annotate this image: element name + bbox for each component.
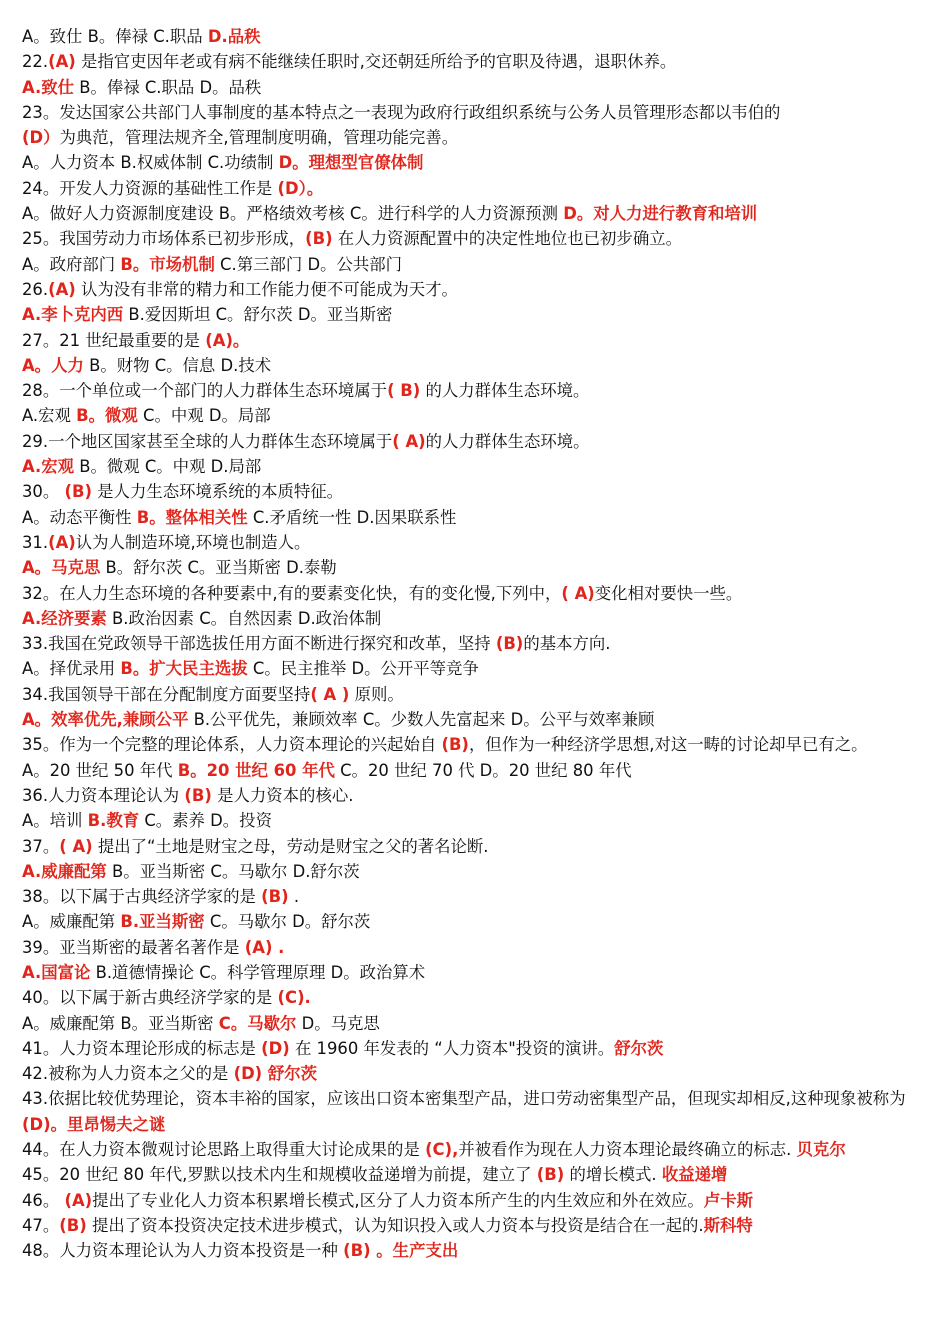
text-line <box>22 935 932 960</box>
line-text: 31. <box>22 532 49 552</box>
line-text: C。中观 D。局部 <box>137 406 271 426</box>
answer-highlight: D。理想型官僚体制 <box>278 153 424 173</box>
text-line <box>22 328 932 353</box>
answer-highlight: A.威廉配第 <box>22 861 107 881</box>
answer-highlight: D。对人力进行教育和培训 <box>563 204 758 224</box>
answer-highlight: 卢卡斯 <box>703 1190 753 1210</box>
answer-highlight: (A) <box>64 1190 93 1210</box>
text-line <box>22 732 932 757</box>
text-line <box>22 909 932 934</box>
text-line <box>22 707 932 732</box>
answer-highlight: ( A) <box>59 836 93 856</box>
answer-highlight: (D） <box>22 128 60 148</box>
text-line <box>22 581 932 606</box>
line-text: 在人力资源配置中的决定性地位也已初步确立。 <box>332 229 683 249</box>
text-line <box>22 505 932 530</box>
line-text: 在 1960 年发表的 “人力资本"投资的演讲。 <box>289 1038 615 1058</box>
text-line <box>22 429 932 454</box>
line-text: 47。 <box>22 1215 60 1235</box>
text-line <box>22 176 932 201</box>
line-text: 是人力生态环境系统的本质特征。 <box>91 482 344 502</box>
line-text: C.第三部门 D。公共部门 <box>214 254 403 274</box>
line-text: 25。我国劳动力市场体系已初步形成， <box>22 229 306 249</box>
answer-highlight: B。20 世纪 60 年代 <box>177 760 335 780</box>
line-text: ，但作为一种经济学思想,对这一畴的讨论却早已有之。 <box>468 735 868 755</box>
text-line <box>22 378 932 403</box>
text-line <box>22 49 932 74</box>
line-text: 23。发达国家公共部门人事制度的基本特点之一表现为政府行政组织系统与公务人员管理形态都以韦伯的 <box>22 102 781 122</box>
answer-highlight: A。人力 <box>22 355 84 375</box>
answer-highlight: (D)。里昂惕夫之谜 <box>22 1114 166 1134</box>
text-line <box>22 454 932 479</box>
line-text: 提出了专业化人力资本积累增长模式,区分了人力资本所产生的内生效应和外在效应。 <box>92 1190 704 1210</box>
line-text: 28。一个单位或一个部门的人力群体生态环境属于 <box>22 381 388 401</box>
text-line <box>22 1011 932 1036</box>
line-text: D。马克思 <box>296 1013 380 1033</box>
answer-highlight: A.李卜克内西 <box>22 305 124 325</box>
line-text: A。致仕 B。俸禄 C.职品 <box>22 27 208 46</box>
answer-highlight: (B) <box>184 785 212 805</box>
answer-highlight: A.国富论 <box>22 962 91 982</box>
text-line <box>22 1137 932 1162</box>
answer-highlight: (D) <box>261 1038 290 1058</box>
line-text: B。俸禄 C.职品 D。品秩 <box>74 77 262 97</box>
line-text: 48。人力资本理论认为人力资本投资是一种 <box>22 1241 344 1261</box>
line-text: A。威廉配第 <box>22 912 121 932</box>
answer-highlight: (C), <box>425 1140 459 1160</box>
answer-highlight: (B) <box>305 229 333 249</box>
line-text: 34.我国领导干部在分配制度方面要坚持 <box>22 684 311 704</box>
answer-highlight: B。微观 <box>76 406 138 426</box>
line-text: 29.一个地区国家甚至全球的人力群体生态环境属于 <box>22 431 393 451</box>
line-text: B.爱因斯坦 C。舒尔茨 D。亚当斯密 <box>123 305 393 325</box>
answer-highlight: (D) 舒尔茨 <box>233 1064 318 1084</box>
answer-highlight: B。市场机制 <box>120 254 215 274</box>
answer-highlight: 贝克尔 <box>796 1140 846 1160</box>
line-text: 36.人力资本理论认为 <box>22 785 185 805</box>
line-text: A。威廉配第 B。亚当斯密 <box>22 1013 219 1033</box>
text-line <box>22 1162 932 1187</box>
answer-highlight: B。扩大民主选拔 <box>120 659 248 679</box>
line-text: 认为人制造环境,环境也制造人。 <box>75 532 311 552</box>
line-text: 33.我国在党政领导干部选拔任用方面不断进行探究和改革，坚持 <box>22 634 496 654</box>
text-line <box>22 555 932 580</box>
answer-highlight: ( A) <box>561 583 595 603</box>
text-line <box>22 985 932 1010</box>
text-line <box>22 479 932 504</box>
line-text: 提出了资本投资决定技术进步模式，认为知识投入或人力资本与投资是结合在一起的. <box>86 1215 704 1235</box>
text-line <box>22 682 932 707</box>
line-text: 认为没有非常的精力和工作能力便不可能成为天才。 <box>75 279 458 299</box>
answer-highlight: (B) <box>64 482 92 502</box>
answer-highlight: D.品秩 <box>207 27 261 46</box>
answer-highlight: A。效率优先,兼顾公平 <box>22 710 189 730</box>
answer-highlight: (B) 。生产支出 <box>343 1241 459 1261</box>
text-line <box>22 1061 932 1086</box>
text-line <box>22 606 932 631</box>
line-text: 24。开发人力资源的基础性工作是 <box>22 178 278 198</box>
text-line <box>22 1238 932 1263</box>
line-text: 为典范，管理法规齐全,管理制度明确，管理功能完善。 <box>59 128 459 148</box>
line-text: A。人力资本 B.权威体制 C.功绩制 <box>22 153 279 173</box>
text-line <box>22 808 932 833</box>
line-text: A。动态平衡性 <box>22 507 137 527</box>
line-text: 26. <box>22 279 49 299</box>
line-text: 46。 <box>22 1190 65 1210</box>
answer-highlight: C。马歇尔 <box>218 1013 297 1033</box>
text-line <box>22 125 932 150</box>
answer-highlight: B。整体相关性 <box>136 507 248 527</box>
answer-highlight: ( A ) <box>310 684 350 704</box>
text-line <box>22 302 932 327</box>
answer-highlight: (B) <box>495 634 524 654</box>
text-line <box>22 24 932 49</box>
text-line <box>22 150 932 175</box>
text-line <box>22 960 932 985</box>
text-line <box>22 75 932 100</box>
answer-highlight: A.致仕 <box>22 77 74 97</box>
text-line <box>22 530 932 555</box>
line-text: 是指官吏因年老或有病不能继续任职时,交还朝廷所给予的官职及待遇，退职休养。 <box>75 52 677 72</box>
answer-highlight: (B) <box>536 1165 565 1185</box>
line-text: 原则。 <box>349 684 404 704</box>
answer-highlight: (D）。 <box>277 178 324 198</box>
answer-highlight: (A) <box>48 532 76 552</box>
answer-highlight: B.亚当斯密 <box>120 912 205 932</box>
line-text: 是人力资本的核心. <box>211 785 354 805</box>
line-text: B。财物 C。信息 D.技术 <box>83 355 272 375</box>
answer-highlight: (A)。 <box>205 330 250 350</box>
line-text: 35。作为一个完整的理论体系，人力资本理论的兴起始自 <box>22 735 442 755</box>
line-text: A。20 世纪 50 年代 <box>22 760 178 780</box>
text-line <box>22 1036 932 1061</box>
line-text: B.道德情操论 C。科学管理原理 D。政治算术 <box>90 962 426 982</box>
answer-highlight: A.宏观 <box>22 457 74 477</box>
text-line <box>22 277 932 302</box>
document-body <box>22 24 932 1264</box>
answer-highlight: (B) <box>261 887 289 907</box>
text-line <box>22 656 932 681</box>
text-line <box>22 783 932 808</box>
line-text: A。培训 <box>22 811 88 831</box>
line-text: 27。21 世纪最重要的是 <box>22 330 206 350</box>
answer-highlight: 斯科特 <box>703 1215 753 1235</box>
text-line <box>22 884 932 909</box>
line-text: 41。人力资本理论形成的标志是 <box>22 1038 262 1058</box>
answer-highlight: (A) <box>48 52 76 72</box>
line-text: 37。 <box>22 836 60 856</box>
line-text: A。政府部门 <box>22 254 121 274</box>
answer-highlight: (B) <box>59 1215 87 1235</box>
answer-highlight: B.教育 <box>87 811 140 831</box>
line-text: 39。亚当斯密的最著名著作是 <box>22 937 245 957</box>
answer-highlight: (A) . <box>244 937 285 957</box>
line-text: C。马歇尔 D。舒尔茨 <box>204 912 371 932</box>
text-line <box>22 226 932 251</box>
line-text: C。素养 D。投资 <box>139 811 272 831</box>
line-text: 提出了“土地是财宝之母，劳动是财宝之父的著名论断. <box>92 836 489 856</box>
text-line <box>22 631 932 656</box>
line-text: 的基本方向. <box>523 634 611 654</box>
line-text: . <box>288 887 300 907</box>
answer-highlight: 收益递增 <box>661 1165 728 1185</box>
line-text: 44。在人力资本微观讨论思路上取得重大讨论成果的是 <box>22 1140 426 1160</box>
line-text: 32。在人力生态环境的各种要素中,有的要素变化快，有的变化慢,下列中， <box>22 583 562 603</box>
answer-highlight: A.经济要素 <box>22 608 107 628</box>
text-line <box>22 1213 932 1238</box>
line-text: 的人力群体生态环境。 <box>425 431 590 451</box>
line-text: B.政治因素 C。自然因素 D.政治体制 <box>106 608 382 628</box>
line-text: A.宏观 <box>22 406 77 426</box>
text-line <box>22 100 932 125</box>
text-line <box>22 403 932 428</box>
line-text: 22. <box>22 52 49 72</box>
answer-highlight: (C). <box>277 988 311 1008</box>
line-text: 的增长模式. <box>564 1165 662 1185</box>
line-text: C.矛盾统一性 D.因果联系性 <box>247 507 457 527</box>
answer-highlight: (A) <box>48 279 76 299</box>
line-text: 42.被称为人力资本之父的是 <box>22 1064 234 1084</box>
text-line <box>22 859 932 884</box>
text-line <box>22 834 932 859</box>
line-text: 并被看作为现在人力资本理论最终确立的标志. <box>458 1140 797 1160</box>
text-line <box>22 252 932 277</box>
line-text: 40。以下属于新古典经济学家的是 <box>22 988 278 1008</box>
line-text: 45。20 世纪 80 年代,罗默以技术内生和规模收益递增为前提，建立了 <box>22 1165 537 1185</box>
line-text: A。做好人力资源制度建设 B。严格绩效考核 C。进行科学的人力资源预测 <box>22 204 564 224</box>
answer-highlight: ( A) <box>392 431 426 451</box>
line-text: 30。 <box>22 482 65 502</box>
line-text: C。20 世纪 70 代 D。20 世纪 80 年代 <box>334 760 632 780</box>
line-text: C。民主推举 D。公开平等竞争 <box>247 659 479 679</box>
answer-highlight: ( B) <box>387 381 421 401</box>
line-text: A。择优录用 <box>22 659 121 679</box>
answer-highlight: 舒尔茨 <box>614 1038 664 1058</box>
answer-highlight: A。马克思 <box>22 558 101 578</box>
line-text: B。微观 C。中观 D.局部 <box>74 457 262 477</box>
line-text: B。亚当斯密 C。马歇尔 D.舒尔茨 <box>106 861 360 881</box>
line-text: 43.依据比较优势理论，资本丰裕的国家，应该出口资本密集型产品，进口劳动密集型产品，但现实却相反,这种现象被称为 <box>22 1089 906 1109</box>
line-text: B.公平优先，兼顾效率 C。少数人先富起来 D。公平与效率兼顾 <box>188 710 655 730</box>
line-text: 的人力群体生态环境。 <box>420 381 590 401</box>
line-text: 38。以下属于古典经济学家的是 <box>22 887 262 907</box>
text-line <box>22 353 932 378</box>
line-text: 变化相对要快一些。 <box>594 583 743 603</box>
text-line <box>22 201 932 226</box>
text-line <box>22 1086 932 1137</box>
line-text: B。舒尔茨 C。亚当斯密 D.泰勒 <box>100 558 337 578</box>
text-line <box>22 758 932 783</box>
text-line <box>22 1188 932 1213</box>
answer-highlight: (B) <box>441 735 469 755</box>
